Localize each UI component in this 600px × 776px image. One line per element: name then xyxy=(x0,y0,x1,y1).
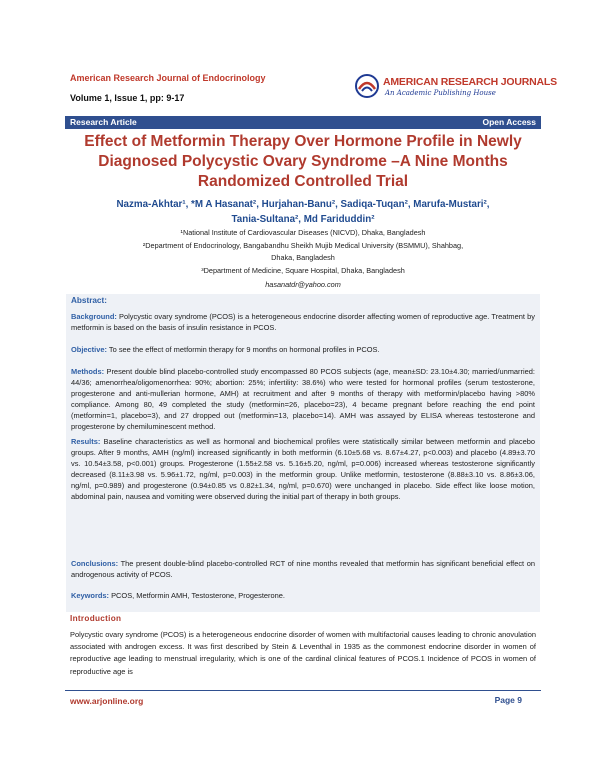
footer-url[interactable]: www.arjonline.org xyxy=(70,696,144,706)
corresponding-email: hasanatdr@yahoo.com xyxy=(265,280,341,289)
introduction-heading: Introduction xyxy=(70,614,122,623)
volume-info: Volume 1, Issue 1, pp: 9-17 xyxy=(70,93,185,103)
abstract-box xyxy=(66,294,540,612)
publisher-logo-title: AMERICAN RESEARCH JOURNALS xyxy=(383,76,557,88)
abstract-heading: Abstract: xyxy=(71,296,107,305)
affiliation-1: ¹National Institute of Cardiovascular Diseases (NICVD), Dhaka, Bangladesh xyxy=(180,228,426,237)
page-number: Page 9 xyxy=(494,695,522,705)
abstract-conclusions xyxy=(71,558,535,580)
abstract-results xyxy=(71,436,535,502)
affiliation-3: ³Department of Medicine, Square Hospital, Dhaka, Bangladesh xyxy=(201,266,405,275)
author-line-1: Nazma-Akhtar¹, *M A Hasanat², Hurjahan-Banu², Sadiqa-Tuqan², Marufa-Mustari², xyxy=(116,199,490,210)
affiliation-2-cont: Dhaka, Bangladesh xyxy=(271,253,335,262)
article-type-bar xyxy=(65,116,541,129)
journal-name: American Research Journal of Endocrinology xyxy=(70,73,266,83)
background-label: Background: xyxy=(71,312,117,321)
methods-text: Present double blind placebo-controlled study encompassed 80 PCOS subjects (age, mean±SD: 23.10±4.30; married/unmarried: 44/36; amenorrhea/oligomenorrhea: 90%; abortion: 25%; infertility: 38.6%) who were tested for hormonal profiles (serum testosterone, progesterone and anti-mullerian hormone, AMH) at recruitment and after 9 months of therapy with metformin/placebo having >80% compliance. Among 80, 49 completed the study (metformin=26, placebo=23), 4 became pregnant before reaching the end point (metformin=1, placebo=3), and 27 dropped out (metformin=13, placebo=14). AMH was assayed by ELISA whereas testosterone and progesterone by chemiluminescent method. xyxy=(71,367,535,431)
publisher-logo-tagline: An Academic Publishing House xyxy=(385,89,496,97)
affiliation-2: ²Department of Endocrinology, Bangabandhu Sheikh Mujib Medical University (BSMMU), Shahbag, xyxy=(142,241,464,250)
publisher-logo-icon xyxy=(355,74,379,98)
article-type: Research Article xyxy=(70,117,137,127)
abstract-methods xyxy=(71,366,535,432)
publisher-logo xyxy=(355,74,557,102)
results-label: Results: xyxy=(71,437,101,446)
author-list xyxy=(65,197,541,227)
abstract-keywords xyxy=(71,590,535,601)
footer-rule xyxy=(65,690,541,691)
objective-label: Objective: xyxy=(71,345,107,354)
conclusions-label: Conclusions: xyxy=(71,559,119,568)
keywords-label: Keywords: xyxy=(71,591,110,600)
access-type: Open Access xyxy=(482,117,536,127)
author-line-2: Tania-Sultana², Md Fariduddin² xyxy=(231,214,375,225)
results-text: Baseline characteristics as well as hormonal and biochemical profiles were statistically similar between metformin and placebo groups. After 9 months, AMH (ng/ml) increased significantly in both metformin (6.10±5.68 vs. 8.67±4.27, p<0.003) and placebo (4.89±3.70 vs. 10.54±3.58, p<0.001) groups. Progesterone (1.55±2.58 vs. 5.16±5.20, ng/ml, p=0.006) increased whereas testosterone significantly decreased (8.11±3.98 vs. 5.96±1.72, ng/ml, p=0.003) in the metformin group. Unlike metformin, testosterone (8.88±3.10 vs. 8.86±3.06, ng/ml, p=0.989) and progesterone (0.94±0.85 vs 0.82±1.34, ng/ml, p=0.670) were unchanged in placebo. Side effect like loose motion, abdominal pain, nausea and vomiting were observed during the initial part of therapy in both groups. xyxy=(71,437,535,501)
introduction-text: Polycystic ovary syndrome (PCOS) is a heterogeneous endocrine disorder of women with multifactorial causes leading to chronic anovulation associated with androgen excess. It was first described by Stein & Leventhal in 1935 as the commonest endocrine disorder in women of reproductive age leading to menstrual irregularity, which is one of the cardinal clinical features of PCOS.1 Incidence of PCOS in women of reproductive age is xyxy=(70,630,536,676)
methods-label: Methods: xyxy=(71,367,105,376)
keywords-text: PCOS, Metformin AMH, Testosterone, Progesterone. xyxy=(109,591,285,600)
article-title: Effect of Metformin Therapy Over Hormone Profile in Newly Diagnosed Polycystic Ovary Syndrome –A Nine Months Randomized Controlled Trial xyxy=(84,133,522,190)
background-text: Polycystic ovary syndrome (PCOS) is a heterogeneous endocrine disorder affecting women of reproductive age. Treatment by metformin is based on the basis of insulin resistance in PCOS. xyxy=(71,312,535,332)
abstract-background xyxy=(71,311,535,333)
conclusions-text: The present double-blind placebo-controlled RCT of nine months revealed that metformin has significant beneficial effect on androgenous activity of PCOS. xyxy=(71,559,535,579)
objective-text: To see the effect of metformin therapy for 9 months on hormonal profiles in PCOS. xyxy=(106,345,380,354)
abstract-objective xyxy=(71,344,535,355)
